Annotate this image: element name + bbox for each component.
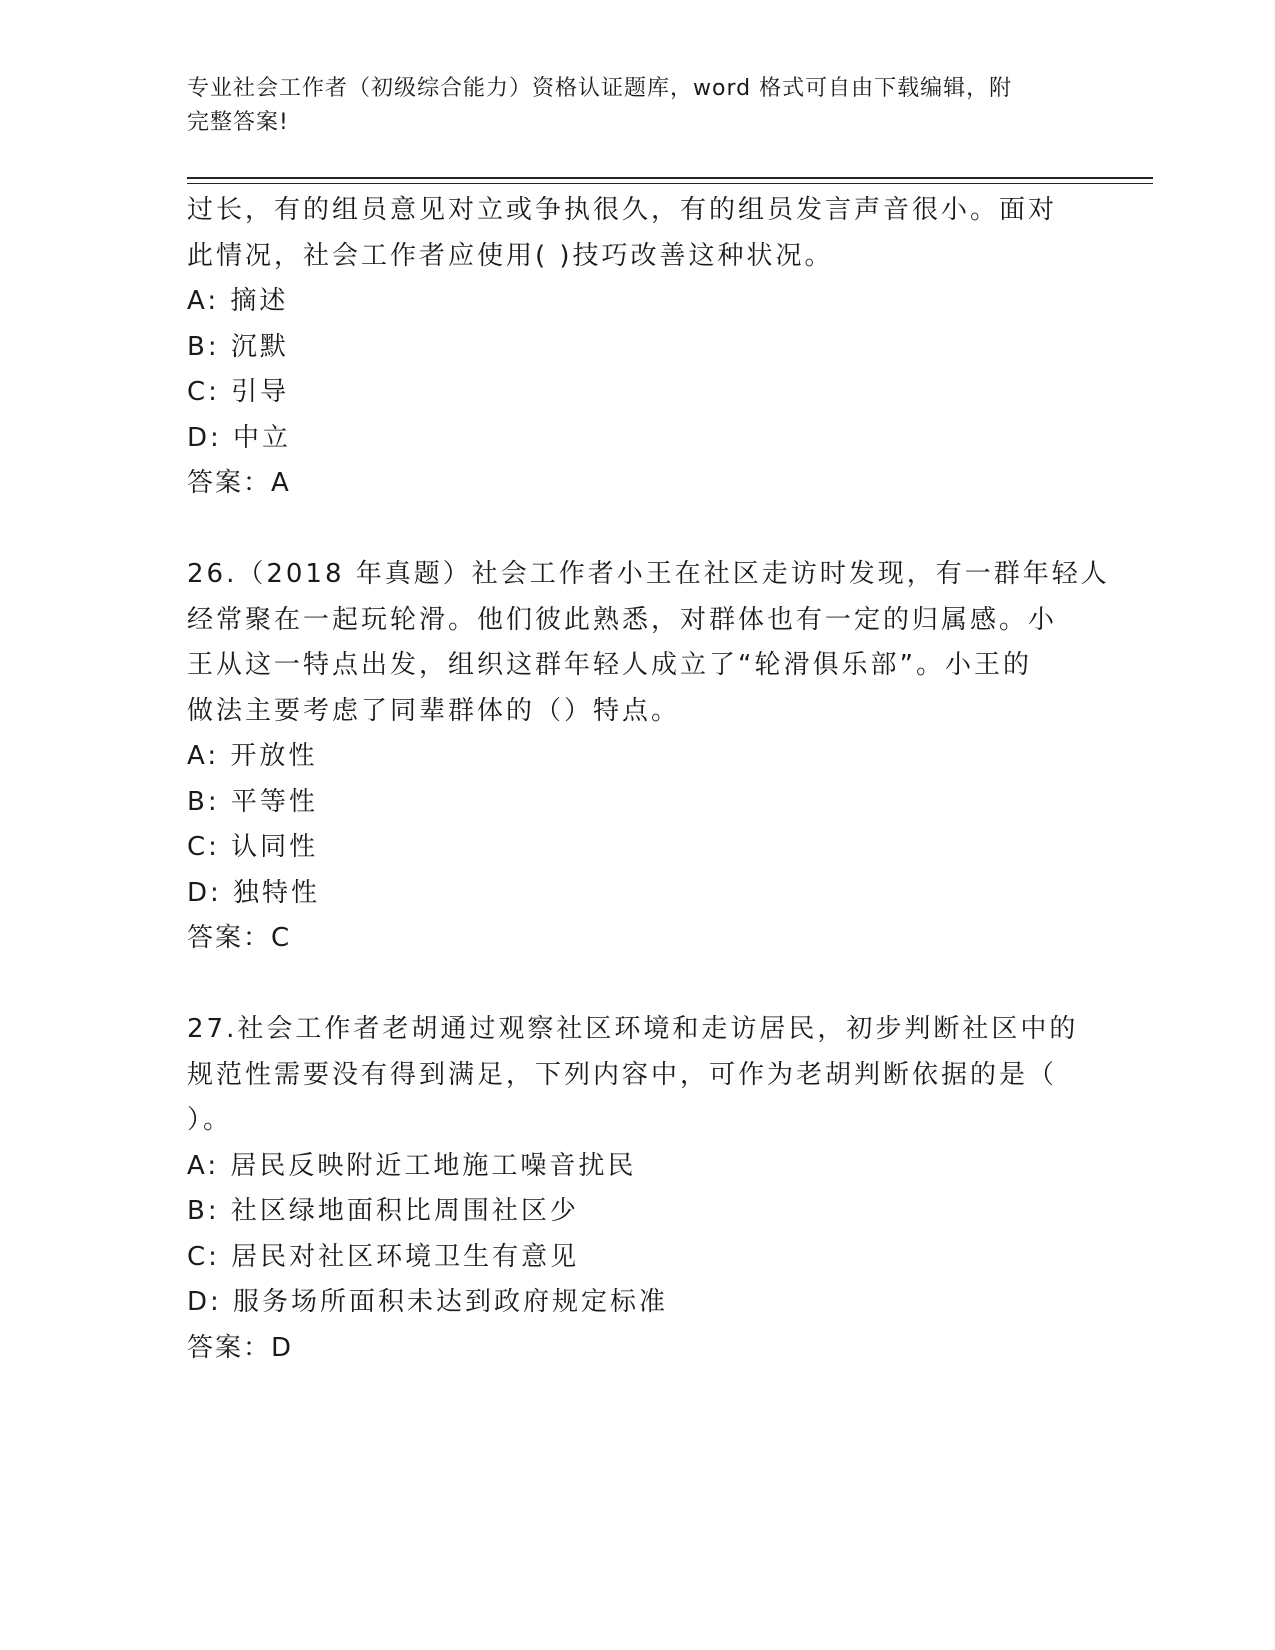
question-content — [187, 188, 1110, 1371]
spacer — [187, 507, 1087, 553]
header-rule-thin — [187, 183, 1153, 184]
question-stem-line: ）。 — [187, 1105, 233, 1135]
header-line-1: 专业社会工作者（初级综合能力）资格认证题库，word 格式可自由下载编辑，附 — [187, 76, 1013, 101]
page-header — [187, 72, 1067, 140]
option-a: A: 摘述 — [187, 286, 289, 316]
answer-label: 答案：A — [187, 468, 291, 498]
option-b: B: 平等性 — [187, 786, 318, 817]
question-stem-line: 26.（2018 年真题）社会工作者小王在社区走访时发现，有一群年轻人 — [187, 559, 1110, 589]
question-stem-line: 过长，有的组员意见对立或争执很久，有的组员发言声音很小。面对 — [187, 195, 1058, 225]
option-a: A: 开放性 — [187, 741, 318, 771]
question-stem-line: 规范性需要没有得到满足，下列内容中，可作为老胡判断依据的是（ — [187, 1059, 1058, 1090]
question-stem-line: 做法主要考虑了同辈群体的（）特点。 — [187, 695, 681, 726]
header-line-2: 完整答案! — [187, 110, 289, 135]
option-b: B: 沉默 — [187, 331, 289, 362]
answer-label: 答案：C — [187, 923, 292, 953]
option-d: D: 独特性 — [187, 877, 321, 908]
question-25 — [187, 188, 1087, 507]
option-c: C: 认同性 — [187, 832, 319, 862]
question-stem-line: 27.社会工作者老胡通过观察社区环境和走访居民，初步判断社区中的 — [187, 1014, 1079, 1044]
option-d: D: 中立 — [187, 422, 292, 453]
option-c: C: 引导 — [187, 377, 290, 407]
option-c: C: 居民对社区环境卫生有意见 — [187, 1241, 580, 1272]
option-a: A: 居民反映附近工地施工噪音扰民 — [187, 1150, 637, 1181]
question-stem-line: 此情况，社会工作者应使用( )技巧改善这种状况。 — [187, 240, 834, 271]
option-d: D: 服务场所面积未达到政府规定标准 — [187, 1287, 669, 1317]
question-stem-line: 王从这一特点出发，组织这群年轻人成立了“轮滑俱乐部”。小王的 — [187, 650, 1032, 680]
question-27 — [187, 1007, 1087, 1371]
question-26 — [187, 552, 1110, 962]
option-b: B: 社区绿地面积比周围社区少 — [187, 1196, 579, 1226]
header-rule-thick — [187, 177, 1153, 179]
question-stem-line: 经常聚在一起玩轮滑。他们彼此熟悉，对群体也有一定的归属感。小 — [187, 604, 1058, 635]
answer-label: 答案：D — [187, 1332, 294, 1363]
spacer — [187, 962, 1087, 1008]
